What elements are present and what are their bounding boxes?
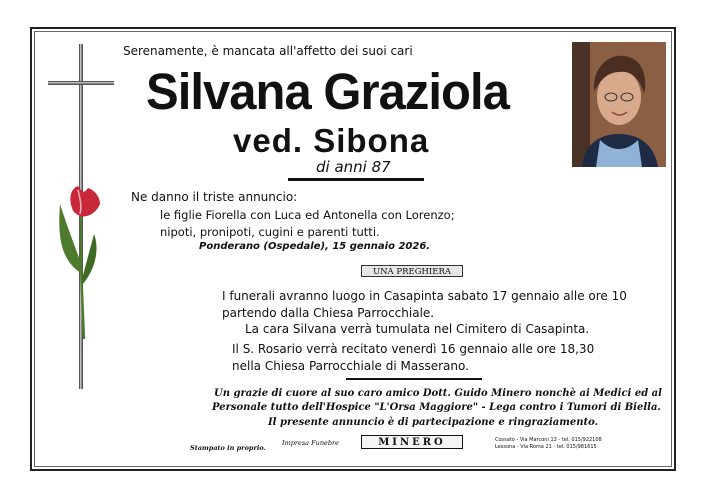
family-line-1: le figlie Fiorella con Luca ed Antonella con Lorenzo;: [160, 208, 455, 222]
company-logo: MINERO: [361, 435, 463, 449]
burial-line: La cara Silvana verrà tumulata nel Cimitero di Casapinta.: [245, 322, 590, 336]
funeral-line-2: partendo dalla Chiesa Parrocchiale.: [222, 306, 435, 320]
age-divider: [288, 178, 424, 181]
deceased-name: Silvana Graziola: [146, 63, 509, 120]
company-address-2: Lessona - Via Roma 21 - tel. 015/981615: [495, 444, 597, 450]
printed-note: Stampato in proprio.: [190, 444, 266, 452]
company-address-1: Cossato - Via Marconi 13 - tel. 015/922108: [495, 437, 602, 443]
thanks-line-3: Il presente annuncio è di partecipazione e ringraziamento.: [268, 417, 599, 428]
family-line-2: nipoti, pronipoti, cugini e parenti tutti.: [160, 225, 380, 239]
rosary-line-1: Il S. Rosario verrà recitato venerdì 16 gennaio alle ore 18,30: [232, 342, 595, 356]
intro-text: Serenamente, è mancata all'affetto dei suoi cari: [123, 44, 413, 58]
company-label: Impresa Funebre: [282, 439, 339, 447]
age: di anni 87: [316, 158, 391, 176]
portrait-photo: [572, 42, 666, 167]
thanks-line-1: Un grazie di cuore al suo caro amico Dott. Guido Minero nonchè ai Medici ed al: [214, 388, 662, 399]
announcement-intro: Ne danno il triste annuncio:: [131, 190, 298, 204]
funeral-line-1: I funerali avranno luogo in Casapinta sabato 17 gennaio alle ore 10: [222, 289, 627, 303]
rosary-line-2: nella Chiesa Parrocchiale di Masserano.: [232, 359, 469, 373]
widow-of: ved. Sibona: [233, 122, 430, 159]
place-date: Ponderano (Ospedale), 15 gennaio 2026.: [199, 241, 431, 252]
tulip-icon: [54, 184, 104, 344]
thanks-divider: [346, 378, 482, 380]
prayer-button[interactable]: UNA PREGHIERA: [361, 265, 463, 277]
thanks-line-2: Personale tutto dell'Hospice "L'Orsa Maggiore" - Lega contro i Tumori di Biella.: [212, 402, 661, 413]
